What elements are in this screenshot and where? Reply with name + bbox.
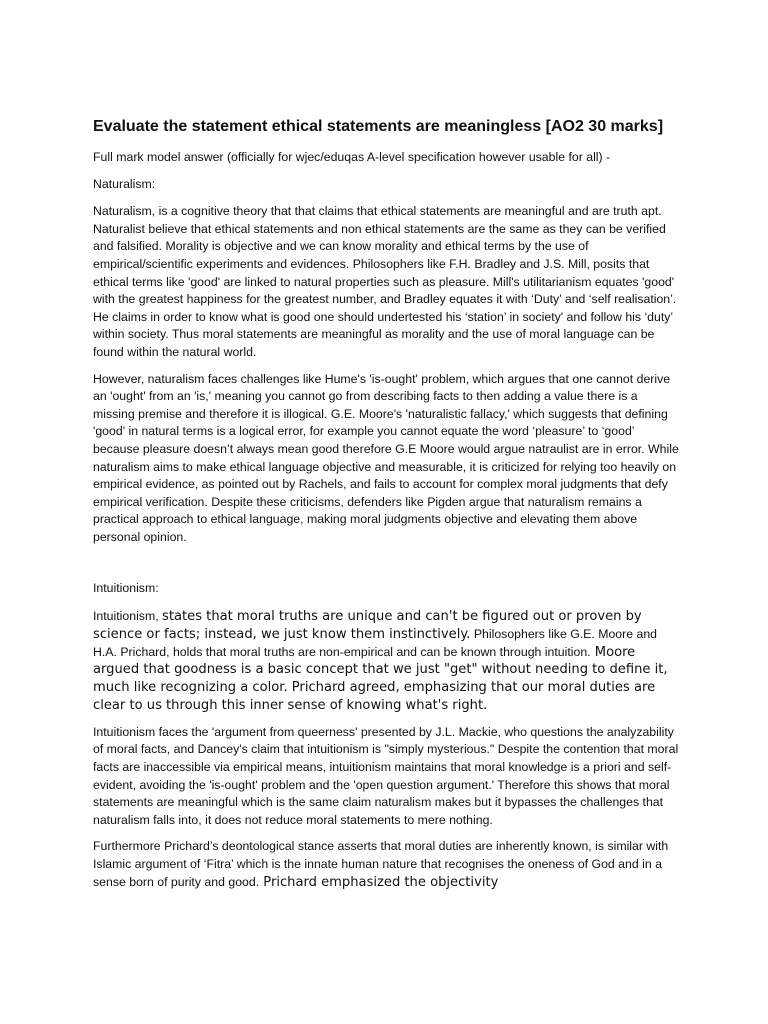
intuitionism-p1-philosophers: Philosophers like G.E. Moore and H.A. Prichard, holds that moral truths are non-empirical and can be known through intuition. <box>93 626 658 659</box>
intuitionism-paragraph-1 <box>93 608 680 715</box>
intuitionism-p1-lead: Intuitionism, <box>93 609 163 624</box>
intuitionism-p1-moore-prichard: Moore argued that goodness is a basic concept that we just "get" without needing to define it, much like recognizing a color. Prichard agreed, emphasizing that our moral duties are clear to us through this inner sense of knowing what's right. <box>93 644 668 714</box>
naturalism-paragraph-1: Naturalism, is a cognitive theory that that claims that ethical statements are meaningful and are truth apt. Naturalist believe that ethical statements and non ethical statements are the same as they can be verified and falsified. Morality is objective and we can know morality and ethical terms by the use of empirical/scientific experiments and evidences. Philosophers like F.H. Bradley and J.S. Mill, posits that ethical terms like 'good' are linked to natural properties such as pleasure. Mill's utilitarianism equates 'good' with the greatest happiness for the greatest number, and Bradley equates it with ‘Duty’ and ‘self realisation’. He claims in order to know what is good one should undertested his ‘station’ in society' and follow his ‘duty’ within society. Thus moral statements are meaningful as morality and the use of moral language can be found within the natural world. <box>93 204 677 359</box>
section-spacer <box>93 555 680 580</box>
intuitionism-paragraph-2: Intuitionism faces the 'argument from queerness' presented by J.L. Mackie, who questions the analyzability of moral facts, and Dancey's claim that intuitionism is "simply mysterious." Despite the contention that moral facts are inaccessible via empirical means, intuitionism maintains that moral knowledge is a priori and self-evident, avoiding the 'is-ought' problem and the 'open question argument.' Therefore this shows that moral statements are meaningful which is the same claim naturalism makes but it bypasses the challenges that naturalism falls into, it does not reduce moral statements to mere nothing. <box>93 724 679 827</box>
naturalism-paragraph-2: However, naturalism faces challenges like Hume's 'is-ought' problem, which argues that one cannot derive an 'ought' from an 'is,' meaning you cannot go from describing facts to then adding a value there is a missing premise and therefore it is illogical. G.E. Moore's 'naturalistic fallacy,' which suggests that defining 'good' in natural terms is a logical error, for example you cannot equate the word ‘pleasure’ to ‘good’ because pleasure doesn’t always mean good therefore G.E Moore would argue natraulist are in error. While naturalism aims to make ethical language objective and measurable, it is criticized for relying too heavily on empirical evidence, as pointed out by Rachels, and fails to account for complex moral judgments that defy empirical verification. Despite these criticisms, defenders like Pigden argue that naturalism remains a practical approach to ethical language, making moral judgments objective and elevating them above personal opinion. <box>93 371 679 544</box>
document-title: Evaluate the statement ethical statements are meaningless [AO2 30 marks] <box>93 118 664 135</box>
naturalism-heading: Naturalism: <box>93 176 156 191</box>
intuitionism-p3-fitra: Furthermore Prichard’s deontological stance asserts that moral duties are inherently known, is similar with Islamic argument of ‘Fitra’ which is the innate human nature that recognises the oneness of God and in a sense born of purity and good. <box>93 839 669 889</box>
intuitionism-paragraph-3 <box>93 838 680 891</box>
intro-line: Full mark model answer (officially for wjec/eduqas A-level specification however usable for all) - <box>93 150 611 164</box>
intuitionism-p3-objectivity: Prichard emphasized the objectivity <box>259 874 499 890</box>
intuitionism-heading: Intuitionism: <box>93 581 159 596</box>
intuitionism-p1-definition: states that moral truths are unique and can't be figured out or proven by science or facts; instead, we just know them instinctively. <box>93 609 642 642</box>
